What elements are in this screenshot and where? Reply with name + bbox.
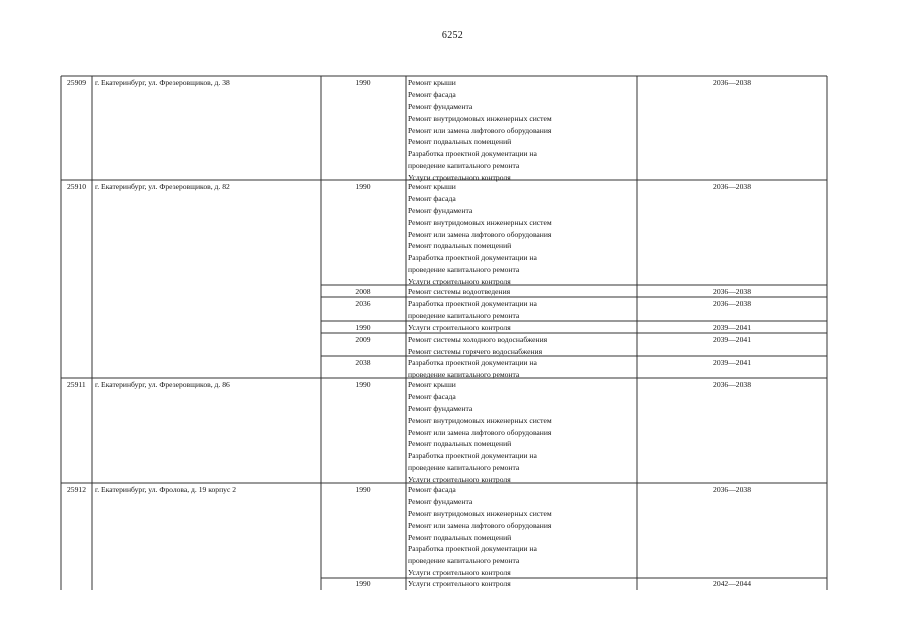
row-period: 2036—2038 bbox=[713, 299, 751, 308]
row-period: 2039—2041 bbox=[713, 335, 751, 344]
row-year: 1990 bbox=[355, 182, 371, 191]
row-year: 2038 bbox=[355, 358, 371, 367]
row-year: 1990 bbox=[355, 485, 371, 494]
group-address: г. Екатеринбург, ул. Фрезеровщиков, д. 82 bbox=[95, 182, 230, 191]
work-item: Ремонт фасада bbox=[408, 391, 456, 401]
work-item: проведение капитального ремонта bbox=[408, 310, 520, 320]
work-item: Разработка проектной документации на bbox=[408, 149, 537, 159]
work-item: Ремонт фасада bbox=[408, 485, 456, 494]
work-item: Услуги строительного контроля bbox=[408, 173, 511, 183]
group-id: 25909 bbox=[67, 78, 86, 87]
group-address: г. Екатеринбург, ул. Фролова, д. 19 корпус 2 bbox=[95, 485, 237, 494]
work-item: Разработка проектной документации на bbox=[408, 358, 537, 367]
page-number: 6252 bbox=[441, 30, 464, 41]
work-item: проведение капитального ремонта bbox=[408, 161, 520, 171]
row-year: 2009 bbox=[355, 335, 371, 344]
work-item: Ремонт или замена лифтового оборудования bbox=[408, 520, 552, 530]
work-item: Ремонт системы горячего водоснабжения bbox=[408, 346, 543, 356]
work-item: Услуги строительного контроля bbox=[408, 277, 511, 287]
work-item: Ремонт фасада bbox=[408, 193, 456, 203]
row-period: 2036—2038 bbox=[713, 287, 751, 296]
work-item: Разработка проектной документации на bbox=[408, 299, 537, 308]
work-item: Ремонт фундамента bbox=[408, 205, 473, 215]
work-item: Ремонт крыши bbox=[408, 182, 456, 191]
row-works bbox=[406, 379, 636, 486]
row-period: 2036—2038 bbox=[713, 182, 751, 191]
work-item: Ремонт или замена лифтового оборудования bbox=[408, 427, 552, 437]
work-item: Ремонт внутридомовых инженерных систем bbox=[408, 508, 552, 518]
group-id: 25911 bbox=[67, 380, 86, 389]
work-item: Ремонт подвальных помещений bbox=[408, 137, 512, 147]
work-item: Разработка проектной документации на bbox=[408, 253, 537, 263]
work-item: Ремонт крыши bbox=[408, 78, 456, 87]
row-year: 1990 bbox=[355, 323, 371, 332]
work-item: Ремонт или замена лифтового оборудования bbox=[408, 125, 552, 135]
row-works bbox=[406, 484, 636, 579]
work-item: Ремонт внутридомовых инженерных систем bbox=[408, 217, 552, 227]
work-item: Услуги строительного контроля bbox=[408, 579, 511, 588]
row-period: 2036—2038 bbox=[713, 485, 751, 494]
row-period: 2039—2041 bbox=[713, 358, 751, 367]
row-works bbox=[406, 357, 636, 381]
work-item: проведение капитального ремонта bbox=[408, 265, 520, 275]
group-address: г. Екатеринбург, ул. Фрезеровщиков, д. 86 bbox=[95, 380, 230, 389]
work-item: проведение капитального ремонта bbox=[408, 369, 520, 379]
work-item: Ремонт системы водоотведения bbox=[408, 287, 511, 296]
work-item: Услуги строительного контроля bbox=[408, 323, 511, 332]
work-item: Разработка проектной документации на bbox=[408, 451, 537, 461]
work-item: Ремонт подвальных помещений bbox=[408, 439, 512, 449]
work-item: Ремонт внутридомовых инженерных систем bbox=[408, 113, 552, 123]
row-year: 1990 bbox=[355, 579, 371, 588]
row-works bbox=[406, 298, 636, 322]
work-item: Ремонт подвальных помещений bbox=[408, 532, 512, 542]
row-period: 2036—2038 bbox=[713, 78, 751, 87]
work-item: Ремонт фундамента bbox=[408, 496, 473, 506]
work-item: Разработка проектной документации на bbox=[408, 544, 537, 554]
row-works bbox=[406, 334, 636, 358]
work-item: Услуги строительного контроля bbox=[408, 475, 511, 485]
work-item: Ремонт системы холодного водоснабжения bbox=[408, 335, 548, 344]
work-item: Ремонт подвальных помещений bbox=[408, 241, 512, 251]
row-year: 2036 bbox=[355, 299, 371, 308]
group-address: г. Екатеринбург, ул. Фрезеровщиков, д. 38 bbox=[95, 78, 230, 87]
work-item: Ремонт фундамента bbox=[408, 101, 473, 111]
row-works bbox=[406, 77, 636, 184]
row-works bbox=[406, 322, 636, 334]
row-period: 2042—2044 bbox=[713, 579, 751, 588]
work-item: Ремонт внутридомовых инженерных систем bbox=[408, 415, 552, 425]
work-item: проведение капитального ремонта bbox=[408, 556, 520, 566]
work-item: Ремонт фундамента bbox=[408, 403, 473, 413]
row-works bbox=[406, 578, 636, 590]
row-period: 2039—2041 bbox=[713, 323, 751, 332]
work-item: Ремонт или замена лифтового оборудования bbox=[408, 229, 552, 239]
row-year: 1990 bbox=[355, 380, 371, 389]
row-works bbox=[406, 286, 636, 298]
row-period: 2036—2038 bbox=[713, 380, 751, 389]
row-year: 2008 bbox=[355, 287, 371, 296]
row-works bbox=[406, 181, 636, 288]
group-id: 25910 bbox=[67, 182, 86, 191]
work-item: проведение капитального ремонта bbox=[408, 463, 520, 473]
work-item: Ремонт крыши bbox=[408, 380, 456, 389]
row-year: 1990 bbox=[355, 78, 371, 87]
work-item: Услуги строительного контроля bbox=[408, 568, 511, 578]
group-id: 25912 bbox=[67, 485, 86, 494]
work-item: Ремонт фасада bbox=[408, 89, 456, 99]
